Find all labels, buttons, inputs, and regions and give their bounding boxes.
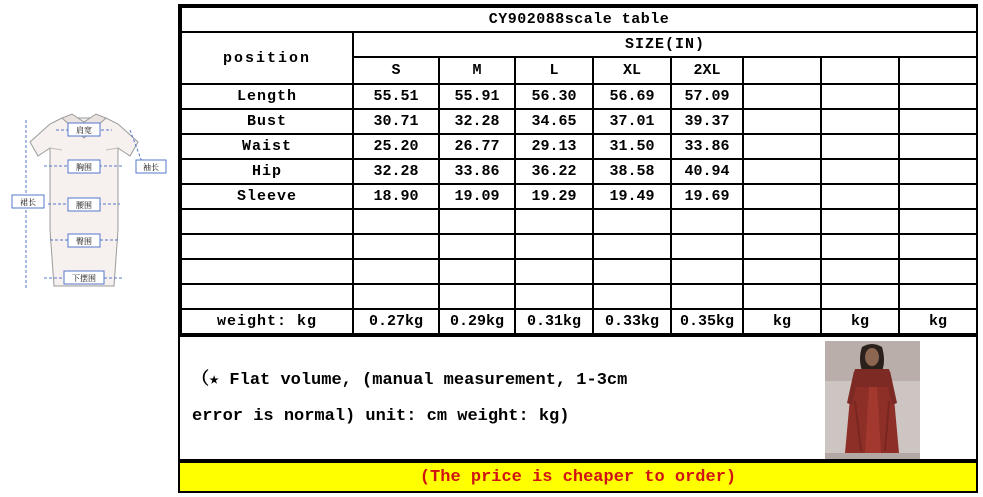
cell-bust-e2 bbox=[821, 109, 899, 134]
illus-label-length: 裙长 bbox=[20, 198, 36, 207]
cell-sleeve-s: 18.90 bbox=[353, 184, 439, 209]
illus-label-sleeve: 袖长 bbox=[143, 163, 159, 172]
size-col-m: M bbox=[439, 57, 515, 84]
blank-3-8 bbox=[899, 259, 977, 284]
table-title-row bbox=[181, 7, 977, 32]
blank-label-1 bbox=[181, 209, 353, 234]
blank-label-3 bbox=[181, 259, 353, 284]
blank-2-5 bbox=[671, 234, 743, 259]
weight-m: 0.29kg bbox=[439, 309, 515, 334]
cell-length-e1 bbox=[743, 84, 821, 109]
cell-bust-s: 30.71 bbox=[353, 109, 439, 134]
cell-waist-e2 bbox=[821, 134, 899, 159]
cell-bust-xl: 37.01 bbox=[593, 109, 671, 134]
cell-sleeve-e3 bbox=[899, 184, 977, 209]
measurement-note bbox=[192, 363, 812, 435]
illus-label-hem: 下摆围 bbox=[72, 274, 96, 283]
cell-length-e2 bbox=[821, 84, 899, 109]
note-line-1: （★ Flat volume, (manual measurement, 1-3cm bbox=[192, 371, 628, 390]
weight-xl: 0.33kg bbox=[593, 309, 671, 334]
cell-bust-e1 bbox=[743, 109, 821, 134]
table-row bbox=[181, 284, 977, 309]
blank-4-6 bbox=[743, 284, 821, 309]
cell-bust-l: 34.65 bbox=[515, 109, 593, 134]
blank-4-4 bbox=[593, 284, 671, 309]
note-area bbox=[180, 335, 976, 461]
blank-2-8 bbox=[899, 234, 977, 259]
table-row bbox=[181, 159, 977, 184]
size-unit-header: SIZE(IN) bbox=[353, 32, 977, 57]
row-label-length: Length bbox=[181, 84, 353, 109]
weight-2xl: 0.35kg bbox=[671, 309, 743, 334]
size-col-l: L bbox=[515, 57, 593, 84]
blank-2-4 bbox=[593, 234, 671, 259]
size-table-container bbox=[178, 4, 978, 493]
cell-sleeve-2xl: 19.69 bbox=[671, 184, 743, 209]
note-line-2: error is normal) unit: cm weight: kg) bbox=[192, 407, 570, 426]
cell-hip-xl: 38.58 bbox=[593, 159, 671, 184]
cell-length-m: 55.91 bbox=[439, 84, 515, 109]
size-col-empty-2 bbox=[821, 57, 899, 84]
cell-waist-2xl: 33.86 bbox=[671, 134, 743, 159]
blank-label-4 bbox=[181, 284, 353, 309]
blank-2-6 bbox=[743, 234, 821, 259]
blank-2-3 bbox=[515, 234, 593, 259]
table-row bbox=[181, 259, 977, 284]
cell-waist-xl: 31.50 bbox=[593, 134, 671, 159]
product-thumbnail bbox=[825, 341, 920, 459]
size-col-empty-3 bbox=[899, 57, 977, 84]
blank-3-1 bbox=[353, 259, 439, 284]
cell-hip-s: 32.28 bbox=[353, 159, 439, 184]
cell-length-l: 56.30 bbox=[515, 84, 593, 109]
cell-length-e3 bbox=[899, 84, 977, 109]
row-label-bust: Bust bbox=[181, 109, 353, 134]
price-banner-text: (The price is cheaper to order) bbox=[419, 467, 737, 487]
size-col-empty-1 bbox=[743, 57, 821, 84]
cell-hip-e2 bbox=[821, 159, 899, 184]
cell-sleeve-e1 bbox=[743, 184, 821, 209]
blank-3-5 bbox=[671, 259, 743, 284]
cell-hip-m: 33.86 bbox=[439, 159, 515, 184]
weight-e2: kg bbox=[821, 309, 899, 334]
weight-e1: kg bbox=[743, 309, 821, 334]
cell-length-2xl: 57.09 bbox=[671, 84, 743, 109]
table-header-row-1 bbox=[181, 32, 977, 57]
cell-hip-2xl: 40.94 bbox=[671, 159, 743, 184]
cell-waist-e1 bbox=[743, 134, 821, 159]
blank-2-2 bbox=[439, 234, 515, 259]
cell-hip-l: 36.22 bbox=[515, 159, 593, 184]
cell-sleeve-e2 bbox=[821, 184, 899, 209]
price-banner bbox=[180, 461, 976, 491]
cell-sleeve-l: 19.29 bbox=[515, 184, 593, 209]
illus-label-shoulder: 肩宽 bbox=[76, 126, 92, 135]
blank-1-6 bbox=[743, 209, 821, 234]
cell-waist-s: 25.20 bbox=[353, 134, 439, 159]
cell-length-s: 55.51 bbox=[353, 84, 439, 109]
cell-length-xl: 56.69 bbox=[593, 84, 671, 109]
table-row bbox=[181, 184, 977, 209]
illus-label-bust: 胸围 bbox=[76, 163, 92, 172]
illus-label-hip: 臀围 bbox=[76, 237, 92, 246]
row-label-hip: Hip bbox=[181, 159, 353, 184]
cell-sleeve-xl: 19.49 bbox=[593, 184, 671, 209]
blank-1-5 bbox=[671, 209, 743, 234]
cell-waist-m: 26.77 bbox=[439, 134, 515, 159]
blank-1-8 bbox=[899, 209, 977, 234]
cell-bust-e3 bbox=[899, 109, 977, 134]
blank-4-2 bbox=[439, 284, 515, 309]
blank-3-3 bbox=[515, 259, 593, 284]
page-title: CY902088scale table bbox=[181, 7, 977, 32]
illus-label-waist: 腰围 bbox=[76, 201, 92, 210]
position-header: position bbox=[181, 32, 353, 84]
weight-e3: kg bbox=[899, 309, 977, 334]
blank-1-4 bbox=[593, 209, 671, 234]
row-label-sleeve: Sleeve bbox=[181, 184, 353, 209]
size-col-2xl: 2XL bbox=[671, 57, 743, 84]
blank-1-7 bbox=[821, 209, 899, 234]
blank-4-3 bbox=[515, 284, 593, 309]
table-row bbox=[181, 209, 977, 234]
table-row bbox=[181, 109, 977, 134]
blank-1-3 bbox=[515, 209, 593, 234]
cell-waist-e3 bbox=[899, 134, 977, 159]
cell-hip-e3 bbox=[899, 159, 977, 184]
weight-row bbox=[181, 309, 977, 334]
cell-bust-2xl: 39.37 bbox=[671, 109, 743, 134]
blank-4-8 bbox=[899, 284, 977, 309]
blank-label-2 bbox=[181, 234, 353, 259]
size-col-xl: XL bbox=[593, 57, 671, 84]
cell-waist-l: 29.13 bbox=[515, 134, 593, 159]
table-row bbox=[181, 234, 977, 259]
weight-l: 0.31kg bbox=[515, 309, 593, 334]
blank-2-1 bbox=[353, 234, 439, 259]
size-col-s: S bbox=[353, 57, 439, 84]
blank-1-1 bbox=[353, 209, 439, 234]
blank-3-7 bbox=[821, 259, 899, 284]
table-row bbox=[181, 134, 977, 159]
blank-3-4 bbox=[593, 259, 671, 284]
blank-4-5 bbox=[671, 284, 743, 309]
weight-label: weight: kg bbox=[181, 309, 353, 334]
cell-hip-e1 bbox=[743, 159, 821, 184]
row-label-waist: Waist bbox=[181, 134, 353, 159]
blank-4-7 bbox=[821, 284, 899, 309]
blank-3-2 bbox=[439, 259, 515, 284]
garment-diagram bbox=[10, 100, 175, 305]
weight-s: 0.27kg bbox=[353, 309, 439, 334]
blank-1-2 bbox=[439, 209, 515, 234]
blank-2-7 bbox=[821, 234, 899, 259]
size-table bbox=[180, 6, 978, 335]
cell-sleeve-m: 19.09 bbox=[439, 184, 515, 209]
blank-3-6 bbox=[743, 259, 821, 284]
table-row bbox=[181, 84, 977, 109]
cell-bust-m: 32.28 bbox=[439, 109, 515, 134]
blank-4-1 bbox=[353, 284, 439, 309]
